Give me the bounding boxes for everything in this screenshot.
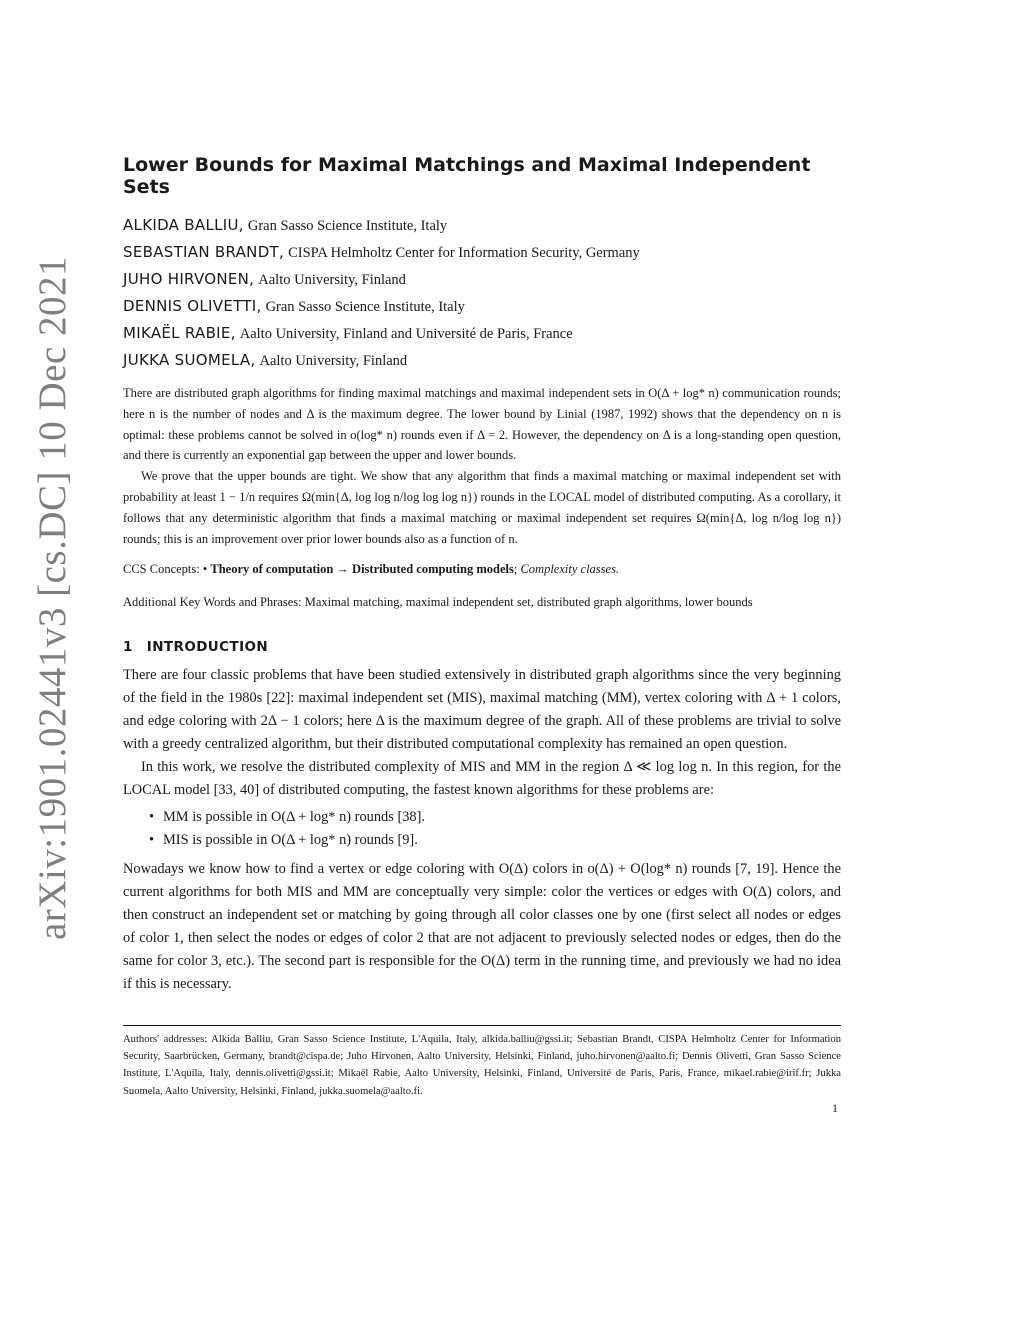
body-paragraph: There are four classic problems that have been studied extensively in distributed graph algorithms since the very beginning of the field in the 1980s [22]: maximal independent set (MIS), maximal matching (MM), vertex coloring with Δ + 1 colors, and edge coloring with 2Δ − 1 colors; here Δ is the maximum degree of the graph. All of these problems are trivial to solve with a greedy centralized algorithm, but their distributed computational complexity has remained an open question. bbox=[123, 667, 841, 752]
author-name: DENNIS OLIVETTI, bbox=[123, 297, 262, 315]
author-addresses-footnote: Authors' addresses: Alkida Balliu, Gran Sasso Science Institute, L'Aquila, Italy, alkida.balliu@gssi.it; Sebastian Brandt, CISPA Helmholtz Center for Information Security, Saarbrücken, Germany, brandt@cispa.de; Juho Hirvonen, Aalto University, Helsinki, Finland, juho.hirvonen@aalto.fi; Dennis Olivetti, Gran Sasso Science Institute, L'Aquila, Italy, dennis.olivetti@gssi.it; Mikaël Rabie, Aalto University, Helsinki, Finland, Université de Paris, Paris, France, mikael.rabie@irif.fr; Jukka Suomela, Aalto University, Helsinki, Finland, jukka.suomela@aalto.fi. bbox=[123, 1034, 841, 1097]
author-entry bbox=[123, 293, 843, 320]
section-title: INTRODUCTION bbox=[146, 639, 269, 655]
author-affiliation: Aalto University, Finland bbox=[258, 272, 406, 288]
body-paragraph: In this work, we resolve the distributed complexity of MIS and MM in the region Δ ≪ log log n. In this region, for the LOCAL model [33, 40] of distributed computing, the fastest known algorithms for these problems are: bbox=[123, 759, 841, 798]
ccs-concept-primary: Theory of computation → Distributed computing models bbox=[210, 562, 514, 576]
author-name: ALKIDA BALLIU, bbox=[123, 216, 244, 234]
body-paragraph: Nowadays we know how to find a vertex or edge coloring with O(Δ) colors in o(Δ) + O(log* n) rounds [7, 19]. Hence the current algorithms for both MIS and MM are conceptually very simple: color the vertices or edges with O(Δ) colors, and then construct an independent set or matching by going through all color classes one by one (first select all nodes or edges of color 1, then select the nodes or edges of color 2 that are not adjacent to previously selected nodes or edges, then do the same for color 3, etc.). The second part is responsible for the O(Δ) term in the running time, and previously we had no idea if this is necessary. bbox=[123, 861, 841, 992]
ccs-concepts bbox=[123, 562, 841, 577]
section-heading bbox=[123, 639, 268, 655]
author-affiliation: CISPA Helmholtz Center for Information Security, Germany bbox=[288, 245, 640, 261]
ccs-separator: ; bbox=[513, 562, 521, 576]
page-number: 1 bbox=[832, 1101, 838, 1115]
author-entry bbox=[123, 347, 843, 374]
ccs-prefix: CCS Concepts: • bbox=[123, 562, 211, 576]
section-number: 1 bbox=[123, 639, 133, 655]
author-name: JUKKA SUOMELA, bbox=[123, 351, 256, 369]
author-entry bbox=[123, 320, 843, 347]
abstract-paragraph: We prove that the upper bounds are tight. We show that any algorithm that finds a maximal matching or maximal independent set with probability at least 1 − 1/n requires Ω(min{Δ, log log n/log log log n}) rounds in the LOCAL model of distributed computing. As a corollary, it follows that any deterministic algorithm that finds a maximal matching or maximal independent set requires Ω(min{Δ, log n/log log n}) rounds; this is an improvement over prior lower bounds also as a function of n. bbox=[123, 469, 841, 546]
author-affiliation: Aalto University, Finland bbox=[259, 353, 408, 369]
author-affiliation: Gran Sasso Science Institute, Italy bbox=[247, 218, 448, 234]
author-list bbox=[123, 212, 843, 374]
list-item: • MIS is possible in O(Δ + log* n) rounds [9]. bbox=[163, 829, 841, 852]
keywords: Additional Key Words and Phrases: Maximal matching, maximal independent set, distributed graph algorithms, lower bounds bbox=[123, 595, 753, 609]
paper-title: Lower Bounds for Maximal Matchings and Maximal Independent Sets bbox=[123, 154, 811, 198]
author-entry bbox=[123, 266, 843, 293]
author-name: MIKAËL RABIE, bbox=[123, 324, 236, 342]
author-affiliation: Gran Sasso Science Institute, Italy bbox=[265, 299, 465, 315]
abstract bbox=[123, 383, 841, 549]
footnote-divider bbox=[123, 1025, 841, 1026]
author-name: SEBASTIAN BRANDT, bbox=[123, 243, 285, 261]
list-item: • MM is possible in O(Δ + log* n) rounds [38]. bbox=[163, 806, 841, 829]
introduction-body bbox=[123, 664, 841, 996]
ccs-concept-secondary: Complexity classes. bbox=[520, 562, 620, 576]
author-affiliation: Aalto University, Finland and Université de Paris, France bbox=[239, 326, 573, 342]
author-name: JUHO HIRVONEN, bbox=[123, 270, 255, 288]
author-entry bbox=[123, 212, 843, 239]
bullet-list bbox=[123, 806, 841, 852]
abstract-paragraph: There are distributed graph algorithms for finding maximal matchings and maximal independent sets in O(Δ + log* n) communication rounds; here n is the number of nodes and Δ is the maximum degree. The lower bound by Linial (1987, 1992) shows that the dependency on n is optimal: these problems cannot be solved in o(log* n) rounds even if Δ = 2. However, the dependency on Δ is a long-standing open question, and there is currently an exponential gap between the upper and lower bounds. bbox=[123, 386, 841, 463]
arxiv-identifier: arXiv:1901.02441v3 [cs.DC] 10 Dec 2021 bbox=[31, 255, 74, 940]
author-entry bbox=[123, 239, 843, 266]
